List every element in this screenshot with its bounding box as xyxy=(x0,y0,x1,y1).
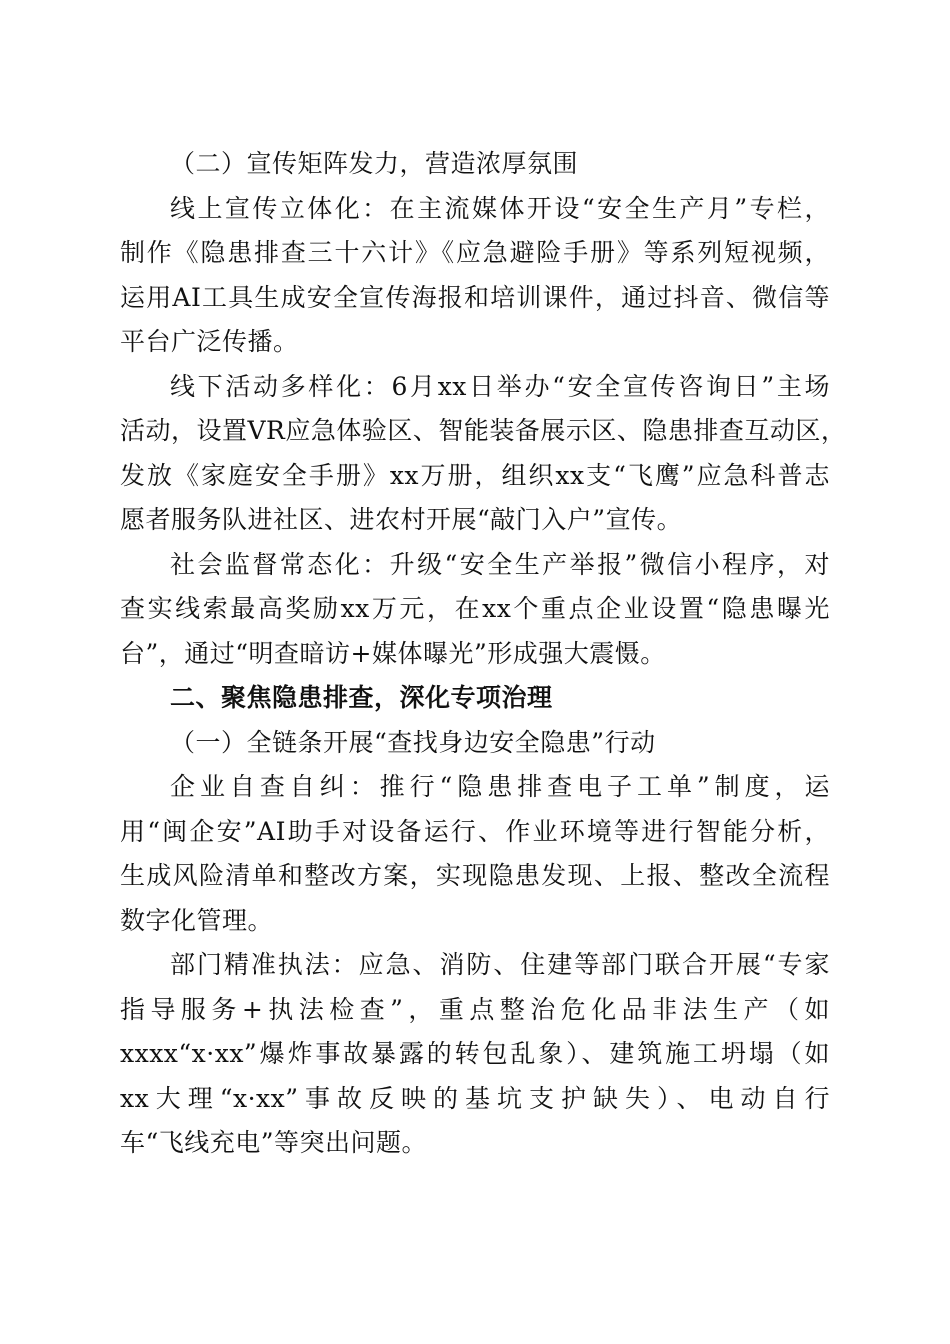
paragraph-line: 活动，设置VR应急体验区、智能装备展示区、隐患排查互动区， xyxy=(120,416,847,445)
paragraph-line: xx大理“x·xx”事故反映的基坑支护缺失）、电动自行 xyxy=(120,1084,830,1113)
paragraph-line: 车“飞线充电”等突出问题。 xyxy=(120,1128,428,1157)
paragraph-line: 运用AI工具生成安全宣传海报和培训课件，通过抖音、微信等 xyxy=(120,283,830,312)
paragraph-line: 发放《家庭安全手册》xx万册，组织xx支“飞鹰”应急科普志 xyxy=(120,461,830,490)
paragraph-line: 数字化管理。 xyxy=(120,906,274,935)
paragraph-line: 线下活动多样化：6月xx日举办“安全宣传咨询日”主场 xyxy=(170,372,830,401)
paragraph-line: 指导服务+执法检查”，重点整治危化品非法生产（如 xyxy=(120,995,830,1024)
paragraph-line: xxxx“x·xx”爆炸事故暴露的转包乱象）、建筑施工坍塌（如 xyxy=(120,1039,830,1068)
section-subheading: （一）全链条开展“查找身边安全隐患”行动 xyxy=(170,728,656,757)
paragraph-line: 查实线索最高奖励xx万元，在xx个重点企业设置“隐患曝光 xyxy=(120,594,830,623)
paragraph-line: 用“闽企安”AI助手对设备运行、作业环境等进行智能分析， xyxy=(120,817,830,846)
section-subheading: （二）宣传矩阵发力，营造浓厚氛围 xyxy=(170,149,579,178)
paragraph-line: 愿者服务队进社区、进农村开展“敲门入户”宣传。 xyxy=(120,505,683,534)
paragraph-line: 企业自查自纠：推行“隐患排查电子工单”制度，运 xyxy=(170,772,830,801)
paragraph-line: 社会监督常态化：升级“安全生产举报”微信小程序，对 xyxy=(170,550,830,579)
section-heading: 二、聚焦隐患排查，深化专项治理 xyxy=(170,683,553,712)
paragraph-line: 生成风险清单和整改方案，实现隐患发现、上报、整改全流程 xyxy=(120,861,830,890)
paragraph-line: 线上宣传立体化：在主流媒体开设“安全生产月”专栏， xyxy=(170,194,830,223)
paragraph-line: 部门精准执法：应急、消防、住建等部门联合开展“专家 xyxy=(170,950,830,979)
paragraph-line: 台”，通过“明查暗访+媒体曝光”形成强大震慑。 xyxy=(120,639,666,668)
paragraph-line: 平台广泛传播。 xyxy=(120,327,299,356)
paragraph-line: 制作《隐患排查三十六计》《应急避险手册》等系列短视频， xyxy=(120,238,830,267)
